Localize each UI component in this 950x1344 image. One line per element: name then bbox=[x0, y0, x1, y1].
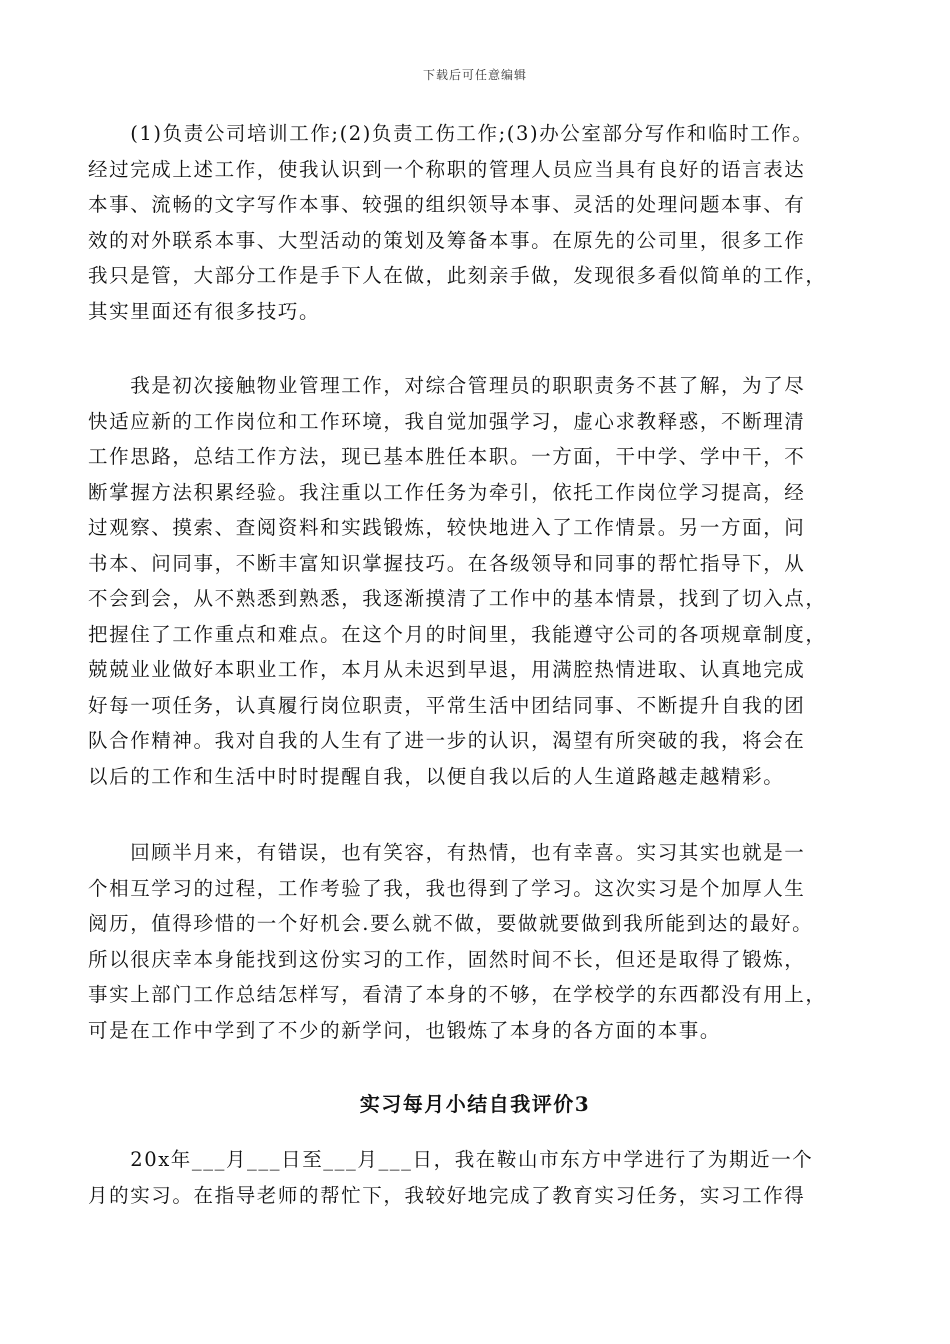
paragraph-line: 回顾半月来，有错误，也有笑容，有热情，也有幸喜。实习其实也就是一 bbox=[88, 841, 806, 864]
paragraph-line: 好每一项任务，认真履行岗位职责，平常生活中团结同事、不断提升自我的团 bbox=[88, 693, 806, 717]
paragraph-line: 事实上部门工作总结怎样写，看清了本身的不够，在学校学的东西都没有用上， bbox=[88, 983, 827, 1006]
paragraph-line: 我是初次接触物业管理工作，对综合管理员的职职责务不甚了解，为了尽 bbox=[88, 374, 806, 397]
paragraph-line: 快适应新的工作岗位和工作环境，我自觉加强学习，虚心求教释惑，不断理清 bbox=[88, 409, 806, 433]
paragraph-line: 阅历，值得珍惜的一个好机会.要么就不做，要做就要做到我所能到达的最好。 bbox=[88, 912, 814, 935]
paragraph-line: 不会到会，从不熟悉到熟悉，我逐渐摸清了工作中的基本情景，找到了切入点， bbox=[88, 587, 827, 610]
paragraph-line: 经过完成上述工作，使我认识到一个称职的管理人员应当具有良好的语言表达 bbox=[88, 157, 806, 181]
paragraph-line: 工作思路，总结工作方法，现已基本胜任本职。一方面，干中学、学中干，不 bbox=[88, 445, 806, 468]
paragraph-line: 我只是管，大部分工作是手下人在做，此刻亲手做，发现很多看似简单的工作， bbox=[88, 264, 827, 287]
paragraph-line: 可是在工作中学到了不少的新学问，也锻炼了本身的各方面的本事。 bbox=[88, 1018, 722, 1042]
paragraph-line: 效的对外联系本事、大型活动的策划及筹备本事。在原先的公司里，很多工作 bbox=[88, 228, 806, 252]
section-heading: 实习每月小结自我评价3 bbox=[359, 1092, 591, 1116]
paragraph-line: 20x年___月___日至___月___日，我在鞍山市东方中学进行了为期近一个 bbox=[88, 1148, 814, 1171]
paragraph-line: 断掌握方法积累经验。我注重以工作任务为牵引，依托工作岗位学习提高，经 bbox=[88, 480, 806, 504]
paragraph-line: 个相互学习的过程，工作考验了我，我也得到了学习。这次实习是个加厚人生 bbox=[88, 876, 806, 900]
paragraph-line: 本事、流畅的文字写作本事、较强的组织领导本事、灵活的处理问题本事、有 bbox=[88, 193, 806, 216]
paragraph-line: 其实里面还有很多技巧。 bbox=[88, 299, 321, 323]
paragraph-2 bbox=[88, 368, 864, 794]
page-header-note: 下载后可任意编辑 bbox=[422, 68, 527, 82]
paragraph-line: 月的实习。在指导老师的帮忙下，我较好地完成了教育实习任务，实习工作得 bbox=[88, 1183, 806, 1207]
paragraph-line: 书本、问同事，不断丰富知识掌握技巧。在各级领导和同事的帮忙指导下，从 bbox=[88, 551, 806, 575]
paragraph-4 bbox=[88, 1142, 864, 1213]
paragraph-line: 以后的工作和生活中时时提醒自我，以便自我以后的人生道路越走越精彩。 bbox=[88, 764, 785, 788]
paragraph-line: (1)负责公司培训工作;(2)负责工伤工作;(3)办公室部分写作和临时工作。 bbox=[88, 122, 814, 145]
paragraph-line: 队合作精神。我对自我的人生有了进一步的认识，渴望有所突破的我，将会在 bbox=[88, 729, 806, 752]
paragraph-3 bbox=[88, 835, 864, 1048]
paragraph-line: 所以很庆幸本身能找到这份实习的工作，固然时间不长，但还是取得了锻炼， bbox=[88, 947, 806, 971]
paragraph-line: 兢兢业业做好本职业工作，本月从未迟到早退，用满腔热情进取、认真地完成 bbox=[88, 658, 806, 681]
paragraph-line: 过观察、摸索、查阅资料和实践锻炼，较快地进入了工作情景。另一方面，问 bbox=[88, 516, 806, 539]
paragraph-line: 把握住了工作重点和难点。在这个月的时间里，我能遵守公司的各项规章制度， bbox=[88, 622, 827, 646]
paragraph-1 bbox=[88, 116, 864, 329]
